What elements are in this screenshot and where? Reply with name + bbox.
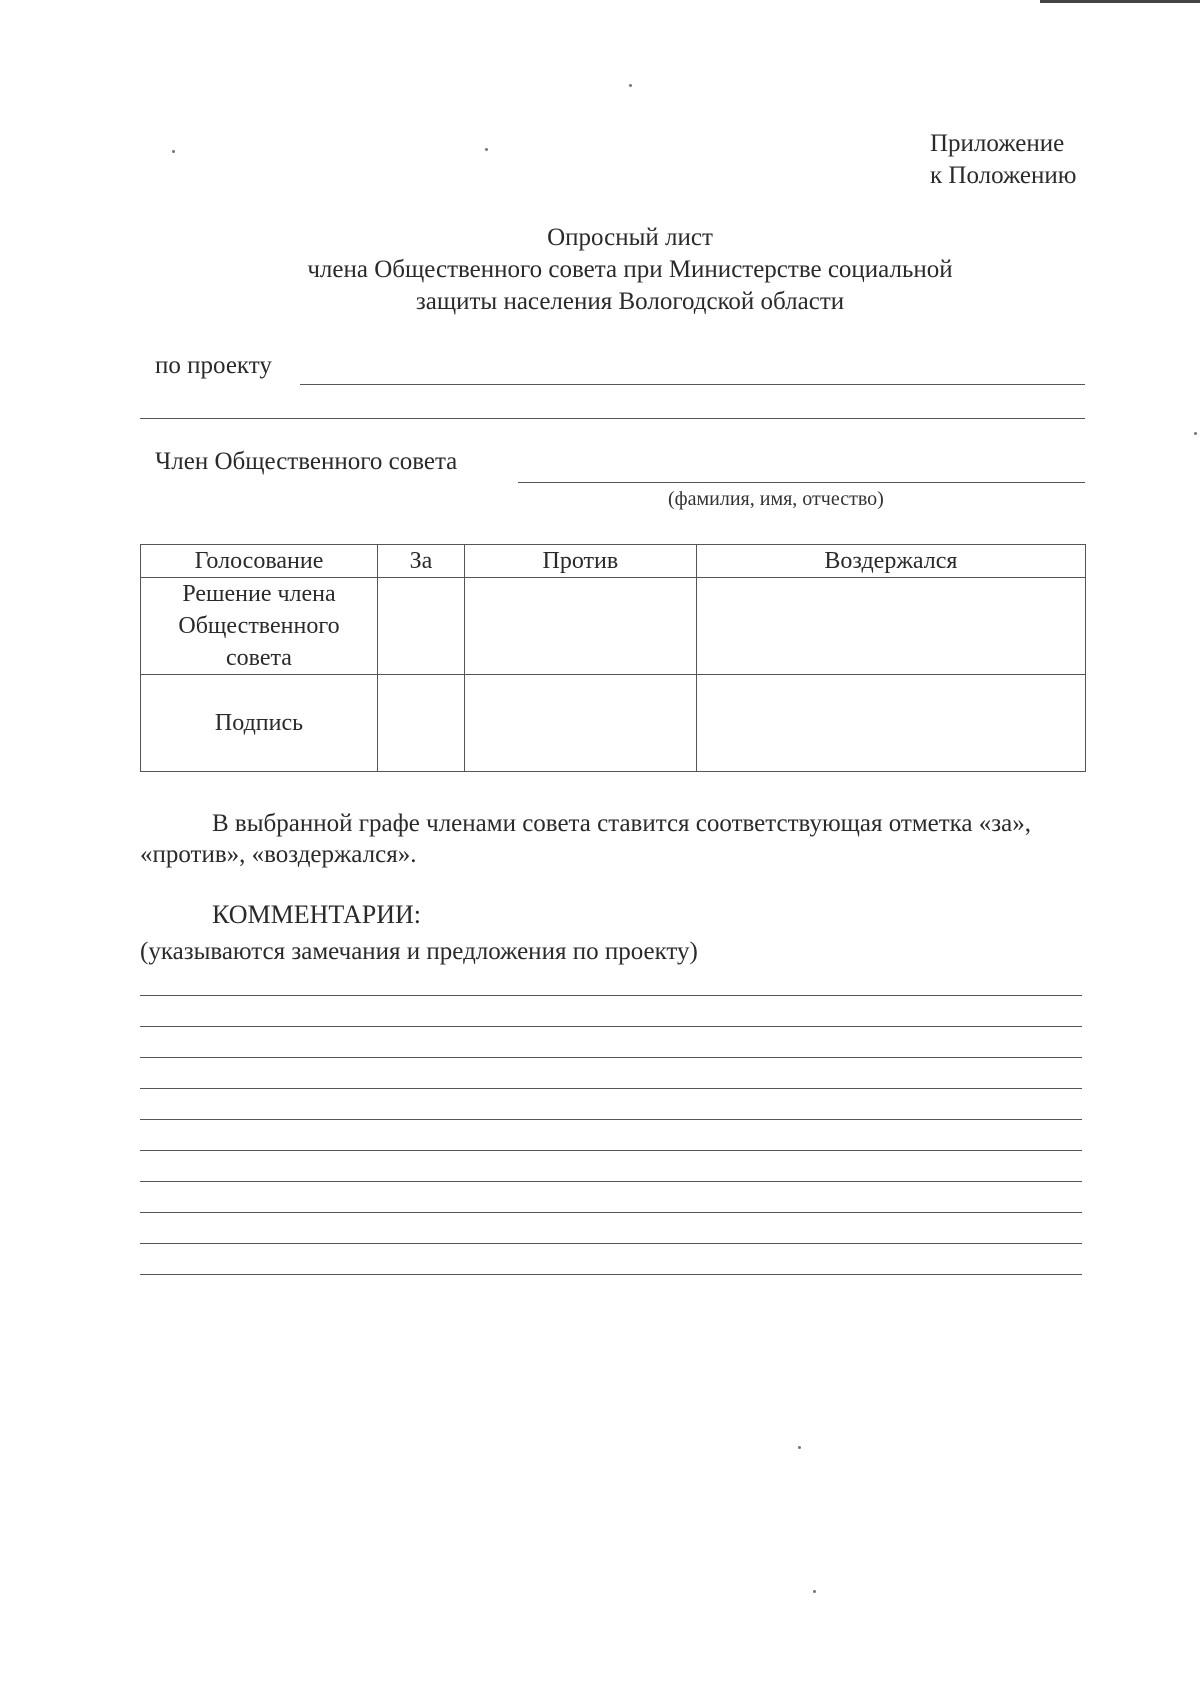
member-name-field-line[interactable] <box>518 482 1085 483</box>
decision-against-cell[interactable] <box>464 578 696 675</box>
comment-line[interactable] <box>140 1119 1082 1120</box>
appendix-note <box>930 128 1076 192</box>
vote-table-signature-row <box>141 675 1086 772</box>
decision-row-label: Решение члена Общественного совета <box>141 578 378 675</box>
member-label: Член Общественного совета <box>155 448 458 475</box>
comment-line[interactable] <box>140 1026 1082 1027</box>
title-line-1: Опросный лист <box>547 224 713 251</box>
comment-line[interactable] <box>140 1274 1082 1275</box>
comment-line[interactable] <box>140 1243 1082 1244</box>
comments-lines <box>140 995 1082 1305</box>
vote-table-header-row <box>141 545 1086 578</box>
comment-line[interactable] <box>140 1057 1082 1058</box>
comment-line[interactable] <box>140 995 1082 996</box>
project-field-line-1[interactable] <box>300 384 1085 385</box>
comments-hint: (указываются замечания и предложения по проекту) <box>140 938 698 965</box>
scan-artifact <box>1040 0 1200 3</box>
title-line-2: члена Общественного совета при Министерстве социальной <box>307 256 953 283</box>
decision-for-cell[interactable] <box>378 578 465 675</box>
scan-speck <box>485 148 488 151</box>
scan-speck <box>629 84 632 87</box>
project-label: по проекту <box>155 352 272 379</box>
appendix-line-2: к Положению <box>930 162 1077 189</box>
comment-line[interactable] <box>140 1150 1082 1151</box>
signature-abstained-cell[interactable] <box>696 675 1085 772</box>
instruction-text: В выбранной графе членами совета ставится соответствующая отметка «за», «против», «воздержался». <box>140 810 1031 868</box>
comment-line[interactable] <box>140 1088 1082 1089</box>
signature-against-cell[interactable] <box>464 675 696 772</box>
signature-for-cell[interactable] <box>378 675 465 772</box>
header-voting: Голосование <box>141 545 378 578</box>
instruction-paragraph <box>140 808 1080 870</box>
document-title <box>130 222 1130 318</box>
vote-table <box>140 544 1086 772</box>
header-against: Против <box>464 545 696 578</box>
comments-heading: КОММЕНТАРИИ: <box>212 900 421 929</box>
project-field-line-2[interactable] <box>140 418 1085 419</box>
appendix-line-1: Приложение <box>930 130 1065 157</box>
decision-abstained-cell[interactable] <box>696 578 1085 675</box>
scan-speck <box>813 1590 816 1593</box>
comment-line[interactable] <box>140 1181 1082 1182</box>
signature-row-label: Подпись <box>141 675 378 772</box>
vote-table-decision-row <box>141 578 1086 675</box>
header-for: За <box>378 545 465 578</box>
comment-line[interactable] <box>140 1212 1082 1213</box>
scan-speck <box>798 1446 801 1449</box>
scan-speck <box>172 150 175 153</box>
scan-speck <box>1194 432 1197 435</box>
header-abstained: Воздержался <box>696 545 1085 578</box>
title-line-3: защиты населения Вологодской области <box>415 288 845 315</box>
member-name-hint: (фамилия, имя, отчество) <box>668 488 884 510</box>
